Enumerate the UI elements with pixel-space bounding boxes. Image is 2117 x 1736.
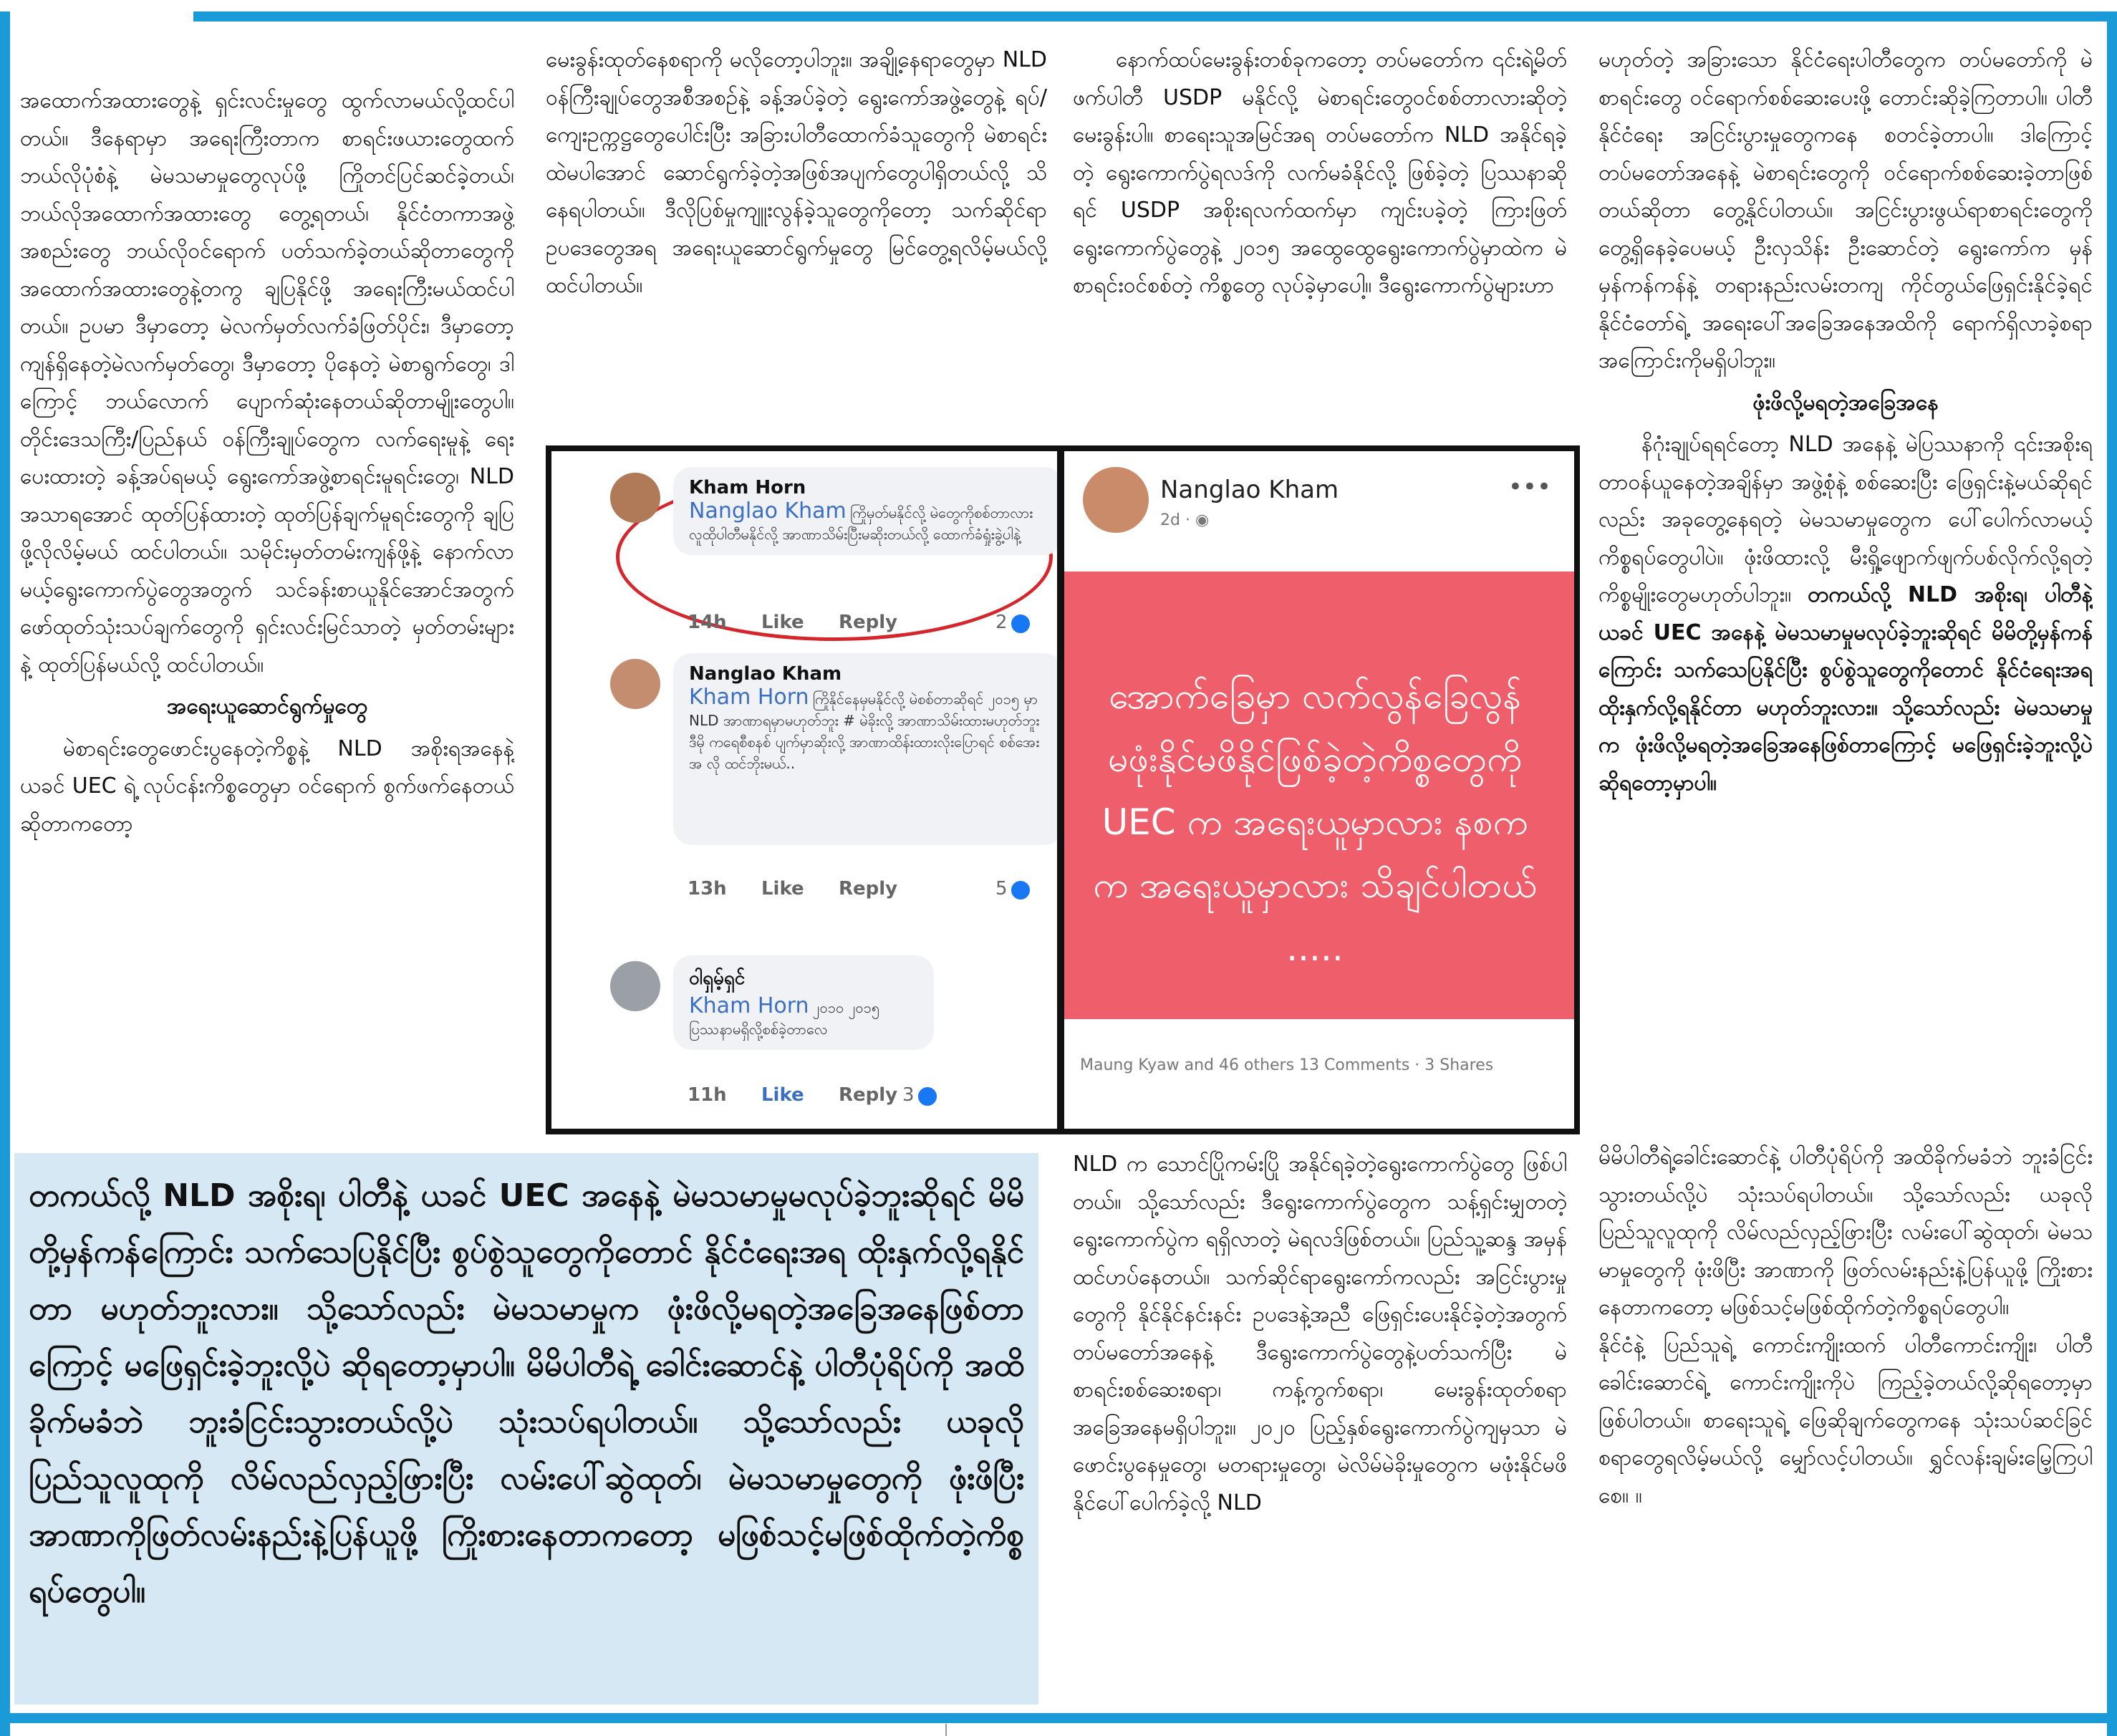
post-timestamp: 2d · ◉ [1160, 511, 1210, 529]
frame-left-border [0, 11, 10, 1736]
article-column-4 [1598, 42, 2093, 1116]
paragraph: NLD က သောင်ပြိုကမ်းပြို အနိုင်ရခဲ့တဲ့ရွေးကောက်ပွဲတွေ ဖြစ်ပါတယ်။ သို့သော်လည်း ဒီရွေးကောက်ပွဲတွေက သန့်ရှင်းမျှတတဲ့ ရွေးကောက်ပွဲက ရရှိလာတဲ့ မဲရလဒ်ဖြစ်တယ်။ ပြည်သူ့ဆန္ဒ အမှန်ထင်ဟပ်နေတယ်။ သက်ဆိုင်ရာရွေးကော်ကလည်း အငြင်းပွားမှုတွေကို နိုင်နိုင်နင်းနင်း ဥပဒေနဲ့အညီ ဖြေရှင်းပေးနိုင်ခဲ့တဲ့အတွက် တပ်မတော်အနေနဲ့ ဒီရွေးကောက်ပွဲတွေနဲ့ပတ်သက်ပြီး မဲစာရင်းစစ်ဆေးစရာ၊ ကန့်ကွက်စရာ၊ မေးခွန်းထုတ်စရာ အခြေအနေမရှိပါဘူး။ ၂၀၂၀ ပြည့်နှစ်ရွေးကောက်ပွဲကျမှသာ မဲဖောင်းပွနေမှုတွေ၊ မတရားမှုတွေ၊ မဲလိမ်မဲခိုးမှုတွေက မဖုံးနိုင်မဖိနိုင်ပေါ်ပေါက်ခဲ့လို့ NLD [1073, 1152, 1567, 1515]
comment-time: 13h [688, 878, 727, 900]
facebook-comments-screenshot [546, 445, 1063, 1134]
pull-quote-text: တကယ်လို့ NLD အစိုးရ၊ ပါတီနဲ့ ယခင် UEC အနေနဲ့ မဲမသမာမှုမလုပ်ခဲ့ဘူးဆိုရင် မိမိတို့မှန်ကန်ကြောင်း သက်သေပြနိုင်ပြီး စွပ်စွဲသူတွေကိုတောင် နိုင်ငံရေးအရ ထိုးနှက်လို့ရနိုင်တာ မဟုတ်ဘူးလား။ သို့သော်လည်း မဲမသမာမှုက ဖုံးဖိလို့မရတဲ့အခြေအနေဖြစ်တာကြောင့် မဖြေရှင်းခဲ့ဘူးလို့ပဲ ဆိုရတော့မှာပါ။ မိမိပါတီရဲ့ ခေါင်းဆောင်နဲ့ ပါတီပုံရိပ်ကို အထိခိုက်မခံဘဲ ဘူးခံငြင်းသွားတယ်လို့ပဲ သုံးသပ်ရပါတယ်။ သို့သော်လည်း ယခုလို ပြည်သူလူထုကို လိမ်လည်လှည့်ဖြားပြီး လမ်းပေါ်ဆွဲထုတ်၊ မဲမသမာမှုတွေကို ဖုံးဖိပြီး အာဏာကိုဖြတ်လမ်းနည်းနဲ့ပြန်ယူဖို့ ကြိုးစားနေတာကတော့ မဖြစ်သင့်မဖြစ်ထိုက်တဲ့ကိစ္စရပ်တွေပါ။ [29, 1177, 1024, 1610]
tagged-user-link[interactable]: Kham Horn [689, 685, 809, 710]
reply-button[interactable]: Reply [838, 612, 898, 633]
post-text: အောက်ခြေမှာ လက်လွန်ခြေလွန် မဖုံးနိုင်မဖိနိုင်ဖြစ်ခဲ့တဲ့ကိစ္စတွေကို UEC က အရေးယူမှာလား နစက က အရေးယူမှာလား သိချင်ပါတယ် ..... [1093, 675, 1537, 969]
paragraph: မဲစာရင်းတွေဖောင်းပွနေတဲ့ကိစ္စနဲ့ NLD အစိုးရအနေနဲ့ ယခင် UEC ရဲ့ လုပ်ငန်းကိစ္စတွေမှာ ဝင်ရောက် စွက်ဖက်နေတယ်ဆိုတာကတော့ [20, 736, 514, 836]
tagged-user-link[interactable]: Nanglao Kham [689, 498, 847, 524]
more-options-icon[interactable]: ••• [1508, 473, 1551, 501]
article-column-4-continued [1598, 1139, 2093, 1690]
reply-button[interactable]: Reply [838, 1084, 898, 1106]
comment-bubble [673, 955, 934, 1050]
post-content-card [1064, 572, 1574, 1019]
facebook-post-screenshot [1058, 445, 1580, 1134]
poster-name: Nanglao Kham [1160, 476, 1339, 504]
paragraph: နောက်ထပ်မေးခွန်းတစ်ခုကတော့ တပ်မတော်က ၎င်းရဲ့မိတ်ဖက်ပါတီ USDP မနိုင်လို့ မဲစာရင်းတွေဝင်စစ်တာလားဆိုတဲ့ မေးခွန်းပါ။ စာရေးသူအမြင်အရ တပ်မတော်က NLD အနိုင်ရခဲ့တဲ့ ရွေးကောက်ပွဲရလဒ်ကို လက်မခံနိုင်လို့ ဖြစ်ခဲ့တဲ့ ပြဿနာဆိုရင် USDP အစိုးရလက်ထက်မှာ ကျင်းပခဲ့တဲ့ ကြားဖြတ်ရွေးကောက်ပွဲတွေနဲ့ ၂၀၁၅ အထွေထွေရွေးကောက်ပွဲမှာထဲက မဲစာရင်းဝင်စစ်တဲ့ ကိစ္စတွေ လုပ်ခဲ့မှာပေါ့။ ဒီရွေးကောက်ပွဲများဟာ [1073, 47, 1567, 298]
article-column-3 [1073, 42, 1567, 453]
comment-time: 14h [688, 612, 727, 633]
commenter-name: Nanglao Kham [689, 663, 842, 685]
comment-bubble [673, 467, 1063, 555]
avatar [610, 961, 660, 1011]
frame-bottom-border [0, 1713, 2117, 1723]
post-engagement-summary: Maung Kyaw and 46 others 13 Comments · 3 Shares [1080, 1056, 1494, 1074]
bold-text: တကယ်လို့ NLD အစိုးရ၊ ပါတီနဲ့ ယခင် UEC အနေနဲ့ မဲမသမာမှုမလုပ်ခဲ့ဘူးဆိုရင် မိမိတို့မှန်ကန်ကြောင်း သက်သေပြနိုင်ပြီး စွပ်စွဲသူတွေကိုတောင် နိုင်ငံရေးအရ ထိုးနှက်လို့ရနိုင်တာ မဟုတ်ဘူးလား။ သို့သော်လည်း မဲမသမာမှုက ဖုံးဖိလို့မရတဲ့အခြေအနေဖြစ်တာကြောင့် မဖြေရှင်းခဲ့ဘူးလို့ပဲ ဆိုရတော့မှာပါ။ [1598, 582, 2093, 796]
reaction-count: 3 [902, 1084, 915, 1106]
comment-meta [688, 878, 926, 900]
article-column-1 [20, 82, 514, 1135]
comment-meta [688, 1084, 926, 1106]
paragraph: မေးခွန်းထုတ်နေစရာကို မလိုတော့ပါဘူး။ အချို့နေရာတွေမှာ NLD ဝန်ကြီးချုပ်တွေအစီအစဉ်နဲ့ ခန့်အပ်ခဲ့တဲ့ ရွေးကော်အဖွဲ့တွေနဲ့ ရပ်/ကျေးဥက္ကဋ္ဌတွေပေါင်းပြီး အခြားပါတီထောက်ခံသူတွေကို မဲစာရင်းထဲမပါအောင် ဆောင်ရွက်ခဲ့တဲ့အဖြစ်အပျက်တွေပါရှိတယ်လို့ သိနေရပါတယ်။ ဒီလိုပြစ်မှုကျူးလွန်ခဲ့သူတွေကိုတော့ သက်ဆိုင်ရာဥပဒေတွေအရ အရေးယူဆောင်ရွက်မှုတွေ မြင်တွေ့ရလိမ့်မယ်လို့ ထင်ပါတယ်။ [546, 47, 1047, 298]
pull-quote-box [14, 1153, 1038, 1704]
like-reaction-icon [917, 1086, 938, 1107]
reply-button[interactable]: Reply [838, 878, 898, 900]
article-column-3-continued [1073, 1146, 1567, 1690]
post-header [1064, 451, 1574, 559]
section-heading: အရေးယူဆောင်ရွက်မှုတွေ [166, 694, 368, 719]
avatar [1083, 467, 1149, 533]
section-heading: ဖုံးဖိလို့မရတဲ့အခြေအနေ [1752, 390, 1939, 415]
comment-bubble [673, 653, 1063, 845]
like-button[interactable]: Like [761, 612, 804, 633]
comment-text: ၂၀၁၀ ၂၀၁၅ ပြဿနာမရှိလို့စစ်ခဲ့တာလေ [689, 999, 880, 1038]
avatar [610, 473, 660, 523]
tagged-user-link[interactable]: Kham Horn [689, 993, 809, 1018]
paragraph [1598, 426, 2093, 802]
like-reaction-icon [1010, 879, 1031, 901]
comment-text: ကြိုမှတ်မနိုင်လို့ မဲတွေကိုစစ်တာလား လူထိုပါတီမနိုင်လို့ အာဏာသိမ်းပြီးမဆိုးတယ်လို့ ထောက်ခံရှုံးခွဲ့ပါနဲ့ [689, 504, 1033, 543]
paragraph: မဟုတ်တဲ့ အခြားသော နိုင်ငံရေးပါတီတွေက တပ်မတော်ကို မဲစာရင်းတွေ ဝင်ရောက်စစ်ဆေးပေးဖို့ တောင်းဆိုခဲ့ကြတာပါ။ ပါတီနိုင်ငံရေး အငြင်းပွားမှုတွေကနေ စတင်ခဲ့တာပါ။ ဒါကြောင့် တပ်မတော်အနေနဲ့ မဲစာရင်းတွေကို ဝင်ရောက်စစ်ဆေးခဲ့တာဖြစ်တယ်ဆိုတာ တွေ့နိုင်ပါတယ်။ အငြင်းပွားဖွယ်ရာစာရင်းတွေကို တွေ့ရှိနေခဲ့ပေမယ့် ဦးလှသိန်း ဦးဆောင်တဲ့ ရွေးကော်က မှန်မှန်ကန်ကန်နဲ့ တရားနည်းလမ်းတကျ ကိုင်တွယ်ဖြေရှင်းနိုင်ခဲ့ရင် နိုင်ငံတော်ရဲ့ အရေးပေါ်အခြေအနေအထိကို ရောက်ရှိလာခဲ့စရာ အကြောင်းကိုမရှိပါဘူး။ [1598, 47, 2093, 373]
frame-right-border [2107, 11, 2117, 1736]
paragraph: နိုင်ငံနဲ့ ပြည်သူရဲ့ ကောင်းကျိုးထက် ပါတီကောင်းကျိုး၊ ပါတီခေါင်းဆောင်ရဲ့ ကောင်းကျိုးကိုပဲ ကြည့်ခဲ့တယ်လို့ဆိုရတော့မှာ ဖြစ်ပါတယ်။ စာရေးသူရဲ့ ဖြေဆိုချက်တွေကနေ သုံးသပ်ဆင်ခြင်စရာတွေရလိမ့်မယ်လို့ မျှော်လင့်ပါတယ်။ ရွှင်လန်းချမ်းမြေ့ကြပါစေ။ ။ [1598, 1332, 2093, 1508]
comment-text: ကြိုနိုင်နေမှမနိုင်လို့ မဲစစ်တာဆိုရင် ၂၀၁၅ မှာ NLD အာဏာရမှာမဟုတ်ဘူး # မဲခိုးလို့ အာဏာသိမ်းထားမဟုတ်ဘူး ဒီမို ကရေစီစနစ် ပျက်မှာဆိုးလို့ အာဏာထိန်းထားလိုးပြောရင် စစ်အေးအ လို ထင်ဘိုးမယ်.. [689, 690, 1040, 772]
commenter-name: ဝါရှမ့်ရှင် [689, 968, 746, 989]
comment-body [689, 498, 1047, 545]
commenter-name: Kham Horn [689, 477, 806, 498]
frame-top-border [193, 11, 2117, 21]
reaction-count: 5 [995, 878, 1008, 900]
comment-time: 11h [688, 1084, 727, 1106]
comment-body [689, 685, 1047, 774]
bottom-tick [945, 1724, 947, 1736]
paragraph: အထောက်အထားတွေနဲ့ ရှင်းလင်းမှုတွေ ထွက်လာမယ်လို့ထင်ပါတယ်။ ဒီနေရာမှာ အရေးကြီးတာက စာရင်းဖယားတွေထက် ဘယ်လိုပုံစံနဲ့ မဲမသမာမှုတွေလုပ်ဖို့ ကြိုတင်ပြင်ဆင်ခဲ့တယ်၊ ဘယ်လိုအထောက်အထားတွေ တွေ့ရတယ်၊ နိုင်ငံတကာအဖွဲ့အစည်းတွေ ဘယ်လိုဝင်ရောက် ပတ်သက်ခဲ့တယ်ဆိုတာတွေကို အထောက်အထားတွေနဲ့တကွ ချပြနိုင်ဖို့ အရေးကြီးမယ်ထင်ပါတယ်။ ဥပမာ ဒီမှာတော့ မဲလက်မှတ်လက်ခံဖြတ်ပိုင်း၊ ဒီမှာတော့ ကျန်ရှိနေတဲ့မဲလက်မှတ်တွေ၊ ဒီမှာတော့ ပိုနေတဲ့ မဲစာရွက်တွေ၊ ဒါကြောင့် ဘယ်လောက် ပျောက်ဆုံးနေတယ်ဆိုတာမျိုးတွေပါ။ တိုင်းဒေသကြီး/ပြည်နယ် ဝန်ကြီးချုပ်တွေက လက်ရေးမူနဲ့ ရေးပေးထားတဲ့ ခန့်အပ်ရမယ့် ရွေးကော်အဖွဲ့စာရင်းမူရင်းတွေ၊ NLD အသာရအောင် ထုတ်ပြန်ထားတဲ့ ထုတ်ပြန်ချက်မူရင်းတွေကို ချပြဖို့လိုလိမ့်မယ် ထင်ပါတယ်။ သမိုင်းမှတ်တမ်းကျန်ဖို့နဲ့ နောက်လာမယ့်ရွေးကောက်ပွဲတွေအတွက် သင်ခန်းစာယူနိုင်အောင်အတွက် ဖော်ထုတ်သုံးသပ်ချက်တွေကို ရှင်းလင်းမြင်သာတဲ့ မှတ်တမ်းများနဲ့ ထုတ်ပြန်မယ်လို့ ထင်ပါတယ်။ [20, 88, 514, 677]
like-button[interactable]: Like [761, 1084, 804, 1106]
comment-body [689, 993, 918, 1040]
reaction-count: 2 [995, 612, 1008, 633]
avatar [610, 659, 660, 709]
like-reaction-icon [1010, 613, 1031, 635]
paragraph-text: နိဂုံးချုပ်ရရင်တော့ NLD အနေနဲ့ မဲပြဿနာကို ၎င်းအစိုးရ တာဝန်ယူနေတဲ့အချိန်မှာ အဖွဲ့စုံနဲ့ စစ်ဆေးပြီး ဖြေရှင်းနဲ့မယ်ဆိုရင်လည်း အခုတွေ့နေရတဲ့ မဲမသမာမှုတွေက ပေါ်ပေါက်လာမယ့် ကိစ္စရပ်တွေပါပဲ။ ဖုံးဖိထားလို့ မီးရှို့ဖျောက်ဖျက်ပစ်လိုက်လို့ရတဲ့ ကိစ္စမျိုးတွေမဟုတ်ပါဘူး။ [1598, 432, 2093, 607]
article-column-2 [546, 42, 1047, 414]
comment-meta [688, 612, 926, 633]
paragraph: မိမိပါတီရဲ့ခေါင်းဆောင်နဲ့ ပါတီပုံရိပ်ကို အထိခိုက်မခံဘဲ ဘူးခံငြင်းသွားတယ်လို့ပဲ သုံးသပ်ရပါတယ်။ သို့သော်လည်း ယခုလို ပြည်သူလူထုကို လိမ်လည်လှည့်ဖြားပြီး လမ်းပေါ်ဆွဲထုတ်၊ မဲမသမာမှုတွေကို ဖုံးဖိပြီး အာဏာကို ဖြတ်လမ်းနည်းနဲ့ပြန်ယူဖို့ ကြိုးစားနေတာကတော့ မဖြစ်သင့်မဖြစ်ထိုက်တဲ့ကိစ္စရပ်တွေပါ။ [1598, 1144, 2093, 1320]
like-button[interactable]: Like [761, 878, 804, 900]
